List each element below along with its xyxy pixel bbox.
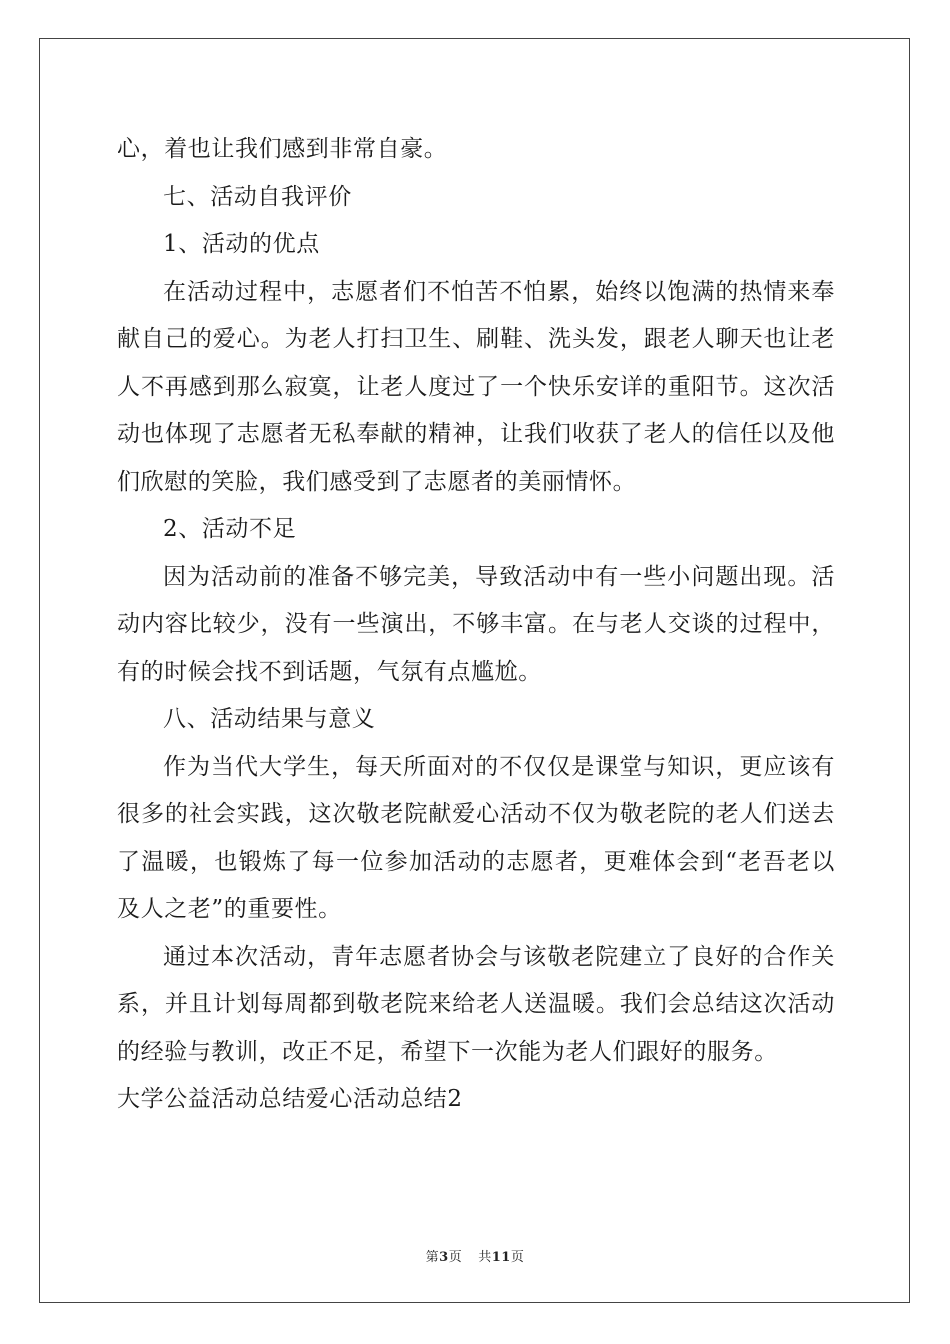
page-label: 页: [448, 1250, 463, 1265]
document-body: [117, 126, 835, 1124]
paragraph-line: 了温暖，也锻炼了每一位参加活动的志愿者，更难体会到“老吾老以: [117, 848, 835, 875]
subsection-heading: 2、活动不足: [163, 516, 297, 542]
paragraph-line: 在活动过程中，志愿者们不怕苦不怕累，始终以饱满的热情来奉: [163, 278, 835, 305]
page-prefix: 第: [425, 1250, 440, 1265]
paragraph-line: 心，着也让我们感到非常自豪。: [117, 136, 448, 162]
paragraph-line: 通过本次活动，青年志愿者协会与该敬老院建立了良好的合作关: [163, 943, 835, 970]
paragraph-line: 作为当代大学生，每天所面对的不仅仅是课堂与知识，更应该有: [163, 753, 835, 780]
total-page-count: 11: [491, 1250, 511, 1265]
paragraph-line: 动内容比较少，没有一些演出，不够丰富。在与老人交谈的过程中，: [117, 611, 835, 637]
paragraph-line: 及人之老”的重要性。: [117, 896, 342, 922]
subsection-heading: 1、活动的优点: [163, 231, 320, 257]
paragraph-line: 动也体现了志愿者无私奉献的精神，让我们收获了老人的信任以及他: [117, 421, 835, 447]
paragraph-line: 系，并且计划每周都到敬老院来给老人送温暖。我们会总结这次活动: [117, 991, 835, 1017]
paragraph-line: 的经验与教训，改正不足，希望下一次能为老人们跟好的服务。: [117, 1038, 778, 1065]
paragraph-line: 很多的社会实践，这次敬老院献爱心活动不仅为敬老院的老人们送去: [117, 801, 835, 827]
current-page-number: 3: [439, 1250, 449, 1265]
total-prefix: 共: [478, 1250, 492, 1265]
document-title: 大学公益活动总结爱心活动总结2: [117, 1086, 463, 1112]
paragraph-line: 们欣慰的笑脸，我们感受到了志愿者的美丽情怀。: [117, 468, 637, 495]
page-footer: [0, 1246, 950, 1265]
paragraph-line: 因为活动前的准备不够完美，导致活动中有一些小问题出现。活: [163, 563, 835, 590]
paragraph-line: 人不再感到那么寂寞，让老人度过了一个快乐安详的重阳节。这次活: [117, 373, 835, 400]
section-heading: 八、活动结果与意义: [163, 706, 376, 732]
paragraph-line: 有的时候会找不到话题，气氛有点尴尬。: [117, 658, 542, 685]
section-heading: 七、活动自我评价: [163, 183, 352, 210]
paragraph-line: 献自己的爱心。为老人打扫卫生、刷鞋、洗头发，跟老人聊天也让老: [117, 326, 835, 352]
total-label: 页: [510, 1250, 525, 1265]
